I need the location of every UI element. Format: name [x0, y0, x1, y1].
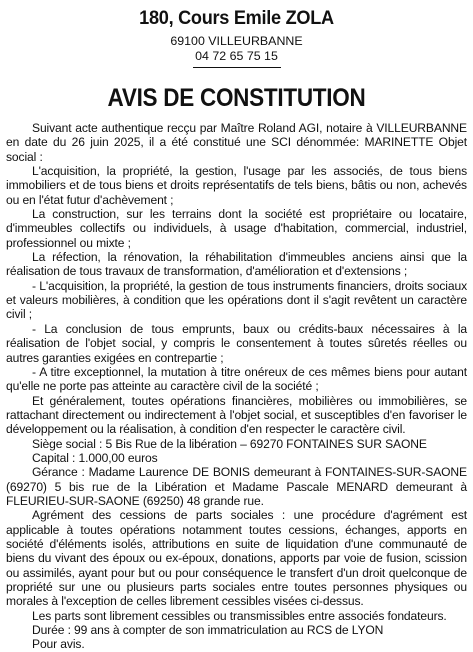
paragraph-management: Gérance : Madame Laurence DE BONIS demeurant à FONTAINES-SUR-SAONE (69270) 5 bis rue de la Libération et Madame Pascale MENARD demeurant à FLEURIEU-SUR-SAONE (69250) 48 grande rue.	[6, 465, 467, 508]
paragraph-deed: Suivant acte authentique recçu par Maître Roland AGI, notaire à VILLEURBANNE en date du 26 juin 2025, il a été constitué une SCI dénommée: MARINETTE Objet social :	[6, 121, 467, 164]
notice-body	[6, 121, 467, 652]
address-title: 180, Cours Emile ZOLA	[139, 7, 334, 29]
paragraph-free-transfer: Les parts sont librement cessibles ou transmissibles entre associés fondateurs.	[32, 608, 447, 623]
paragraph-object-transfer: - A titre exceptionnel, la mutation à titre onéreux de ces mêmes biens pour autant qu'elle ne porte pas atteinte au caractère civil de la société ;	[6, 364, 467, 394]
paragraph-object-construction: La construction, sur les terrains dont la société est propriétaire ou locataire, d'immeubles collectifs ou individuels, à usage d'habitation, commercial, industriel, professionnel ou mixte ;	[6, 207, 467, 250]
paragraph-registered-office: Siège social : 5 Bis Rue de la libération – 69270 FONTAINES SUR SAONE	[32, 436, 427, 451]
paragraph-object-renovation: La réfection, la rénovation, la réhabilitation d'immeubles anciens ainsi que la réalisation de tous travaux de transformation, d'amélioration et d'extensions ;	[6, 250, 467, 279]
paragraph-object-loans: - La conclusion de tous emprunts, baux ou crédits-baux nécessaires à la réalisation de l'objet social, y compris le consentement à toutes sûretés réelles ou autres garanties exigées en contrepartie ;	[6, 321, 467, 365]
header-divider	[193, 67, 281, 68]
advertiser-header	[6, 6, 467, 113]
paragraph-object-general: Et généralement, toutes opérations financières, mobilières ou immobilières, se rattachant directement ou indirectement à l'objet social, et susceptibles d'en favoriser le développement ou la réalisation, à condition d'en respecter le caractère civil.	[6, 393, 467, 437]
paragraph-capital: Capital : 1.000,00 euros	[32, 450, 158, 465]
paragraph-share-approval: Agrément des cessions de parts sociales : une procédure d'agrément est applicable à toutes opérations notamment toutes cessions, échanges, apports en société d'éléments isolés, attributions en suite de liquidation d'une communauté de biens du vivant des époux ou ex-époux, donations, apports par voie de fusion, scission ou assimilés, ayant pour but ou pour conséquence le transfert d'un droit quelconque de propriété sur une ou plusieurs parts sociales entre toutes personnes physiques ou morales à l'exception de celles librement cessibles visées ci-dessus.	[6, 508, 467, 609]
notice-title: AVIS DE CONSTITUTION	[107, 84, 366, 112]
paragraph-duration: Durée : 99 ans à compter de son immatriculation au RCS de LYON	[32, 623, 384, 638]
paragraph-object-acquisition: L'acquisition, la propriété, la gestion, l'usage par les associés, de tous biens immobiliers et de tous biens et droits représentatifs de tels biens, bâtis ou non, achevés ou en l'état futur d'achèvement ;	[6, 164, 467, 207]
paragraph-object-financial: - L'acquisition, la propriété, la gestion de tous instruments financiers, droits sociaux et valeurs mobilières, à condition que les opérations dont il s'agit revêtent un caractère civil ;	[6, 278, 467, 322]
city-line: 69100 VILLEURBANNE	[170, 34, 303, 48]
phone-number: 04 72 65 75 15	[195, 49, 278, 63]
paragraph-closing: Pour avis.	[32, 637, 85, 652]
